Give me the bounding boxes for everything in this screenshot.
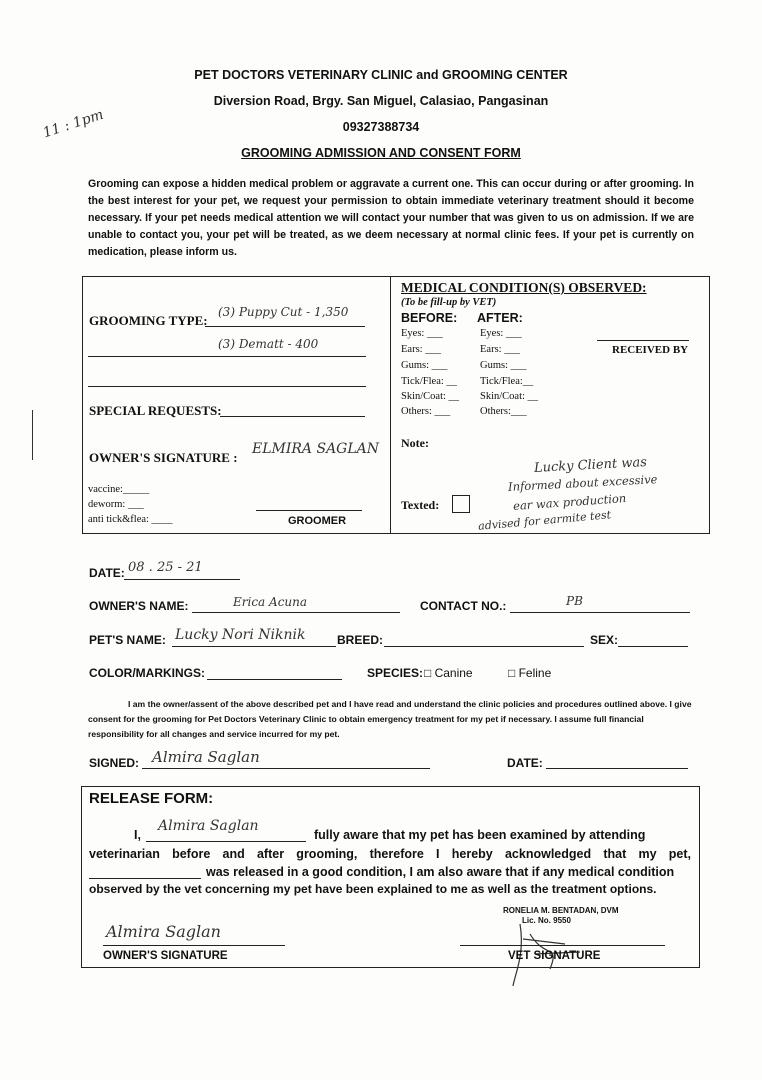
release-text-1: fully aware that my pet has been examined by attending [314,828,646,842]
owner-release-signature-value[interactable]: Almira Saglan [106,922,221,941]
release-title: RELEASE FORM: [89,790,214,807]
antitick-field[interactable]: anti tick&flea: ____ [88,514,173,525]
intro-paragraph: Grooming can expose a hidden medical problem or aggravate a current one. This can occur during or after grooming. In the best interest for your pet, we request your permission to obtain immediate veterinary treatment should it become necessary. If your pet needs medical attention we will contact your number that was given to us on admission. If we are unable to contact you, your pet will be treated, as we deem necessary at normal clinic fees. If your pet is currently on medication, please inform us. [88,178,694,258]
signed-label: SIGNED: [89,756,140,770]
release-text-2: veterinarian before and after grooming, therefore I hereby acknowledged that my pet, [89,847,691,861]
sex-label: SEX: [590,633,619,647]
date2-label: DATE: [507,756,543,770]
after-ears[interactable]: Ears: ___ [480,344,520,355]
texted-checkbox[interactable] [452,495,470,513]
release-i: I, [134,828,141,842]
margin-time-note: 11 : 1pm [41,106,106,142]
after-gums[interactable]: Gums: ___ [480,360,527,371]
form-title: GROOMING ADMISSION AND CONSENT FORM [241,146,521,160]
clinic-phone: 09327388734 [342,120,420,134]
deworm-field[interactable]: deworm: ___ [88,499,144,510]
consent-paragraph: I am the owner/assent of the above described pet and I have read and understand the clinic policies and procedures outlined above. I give consent for the grooming for Pet Doctors Veterinary Clinic to obtain emergency treatment for my pet if necessary. I assume full financial responsibility for all changes and service incurred for my pet. [88,699,692,739]
before-others[interactable]: Others: ___ [401,406,451,417]
species-canine-option[interactable]: □ Canine [424,666,473,680]
release-text-3: was released in a good condition, I am also aware that if any medical condition [206,865,675,879]
species-label: SPECIES: [367,666,424,680]
received-by-label: RECEIVED BY [612,344,689,356]
release-name-value[interactable]: Almira Saglan [158,818,259,834]
note-line-2: Informed about excessive [507,472,658,494]
owner-signature-label: OWNER'S SIGNATURE : [89,450,238,465]
pet-name-value[interactable]: Lucky Nori Niknik [175,627,306,643]
date-label: DATE: [89,566,125,580]
species-feline-option[interactable]: □ Feline [508,666,552,680]
groomer-label: GROOMER [288,515,347,527]
pet-name-label: PET'S NAME: [89,633,166,647]
vaccine-field[interactable]: vaccine:_____ [88,484,150,495]
after-others[interactable]: Others:___ [480,406,527,417]
before-gums[interactable]: Gums: ___ [401,360,448,371]
contact-label: CONTACT NO.: [420,599,507,613]
note-line-3: ear wax production [512,491,627,513]
owner-release-signature-label: OWNER'S SIGNATURE [103,950,228,962]
before-label: BEFORE: [401,311,458,325]
clinic-name: PET DOCTORS VETERINARY CLINIC and GROOMING CENTER [194,68,568,82]
vet-stamp-name: RONELIA M. BENTADAN, DVM [503,906,619,915]
special-requests-label: SPECIAL REQUESTS: [89,403,222,418]
before-eyes[interactable]: Eyes: ___ [401,328,443,339]
grooming-type-value-2[interactable]: (3) Dematt - 400 [218,337,319,351]
before-ears[interactable]: Ears: ___ [401,344,441,355]
before-tickflea[interactable]: Tick/Flea: __ [401,376,457,387]
owner-name-value[interactable]: Erica Acuna [233,595,308,609]
after-skincoat[interactable]: Skin/Coat: __ [480,391,539,402]
owner-signature-value[interactable]: ELMIRA SAGLAN [252,441,380,457]
contact-value[interactable]: PB [566,594,583,608]
grooming-type-label: GROOMING TYPE: [89,313,208,328]
before-skincoat[interactable]: Skin/Coat: __ [401,391,460,402]
owner-name-label: OWNER'S NAME: [89,599,189,613]
after-eyes[interactable]: Eyes: ___ [480,328,522,339]
signed-value[interactable]: Almira Saglan [152,748,260,766]
margin-pen-mark [32,410,33,460]
vet-stamp-license: Lic. No. 9550 [522,916,571,925]
note-line-4: advised for earmite test [477,508,612,533]
vet-signature-label: VET SIGNATURE [508,950,601,962]
date-value[interactable]: 08 . 25 - 21 [128,560,203,575]
color-markings-label: COLOR/MARKINGS: [89,666,205,680]
grooming-type-value-1[interactable]: (3) Puppy Cut - 1,350 [218,305,349,319]
after-tickflea[interactable]: Tick/Flea:__ [480,376,534,387]
note-line-1: Lucky Client was [533,455,648,476]
release-text-4: observed by the vet concerning my pet have been explained to me as well as the treatment options. [89,882,657,896]
breed-label: BREED: [337,633,384,647]
clinic-address: Diversion Road, Brgy. San Miguel, Calasiao, Pangasinan [213,94,549,108]
note-label: Note: [401,436,429,450]
after-label: AFTER: [477,311,523,325]
medical-subtitle: (To be fill-up by VET) [401,297,497,308]
texted-label: Texted: [401,498,440,512]
medical-title: MEDICAL CONDITION(S) OBSERVED: [401,280,647,295]
